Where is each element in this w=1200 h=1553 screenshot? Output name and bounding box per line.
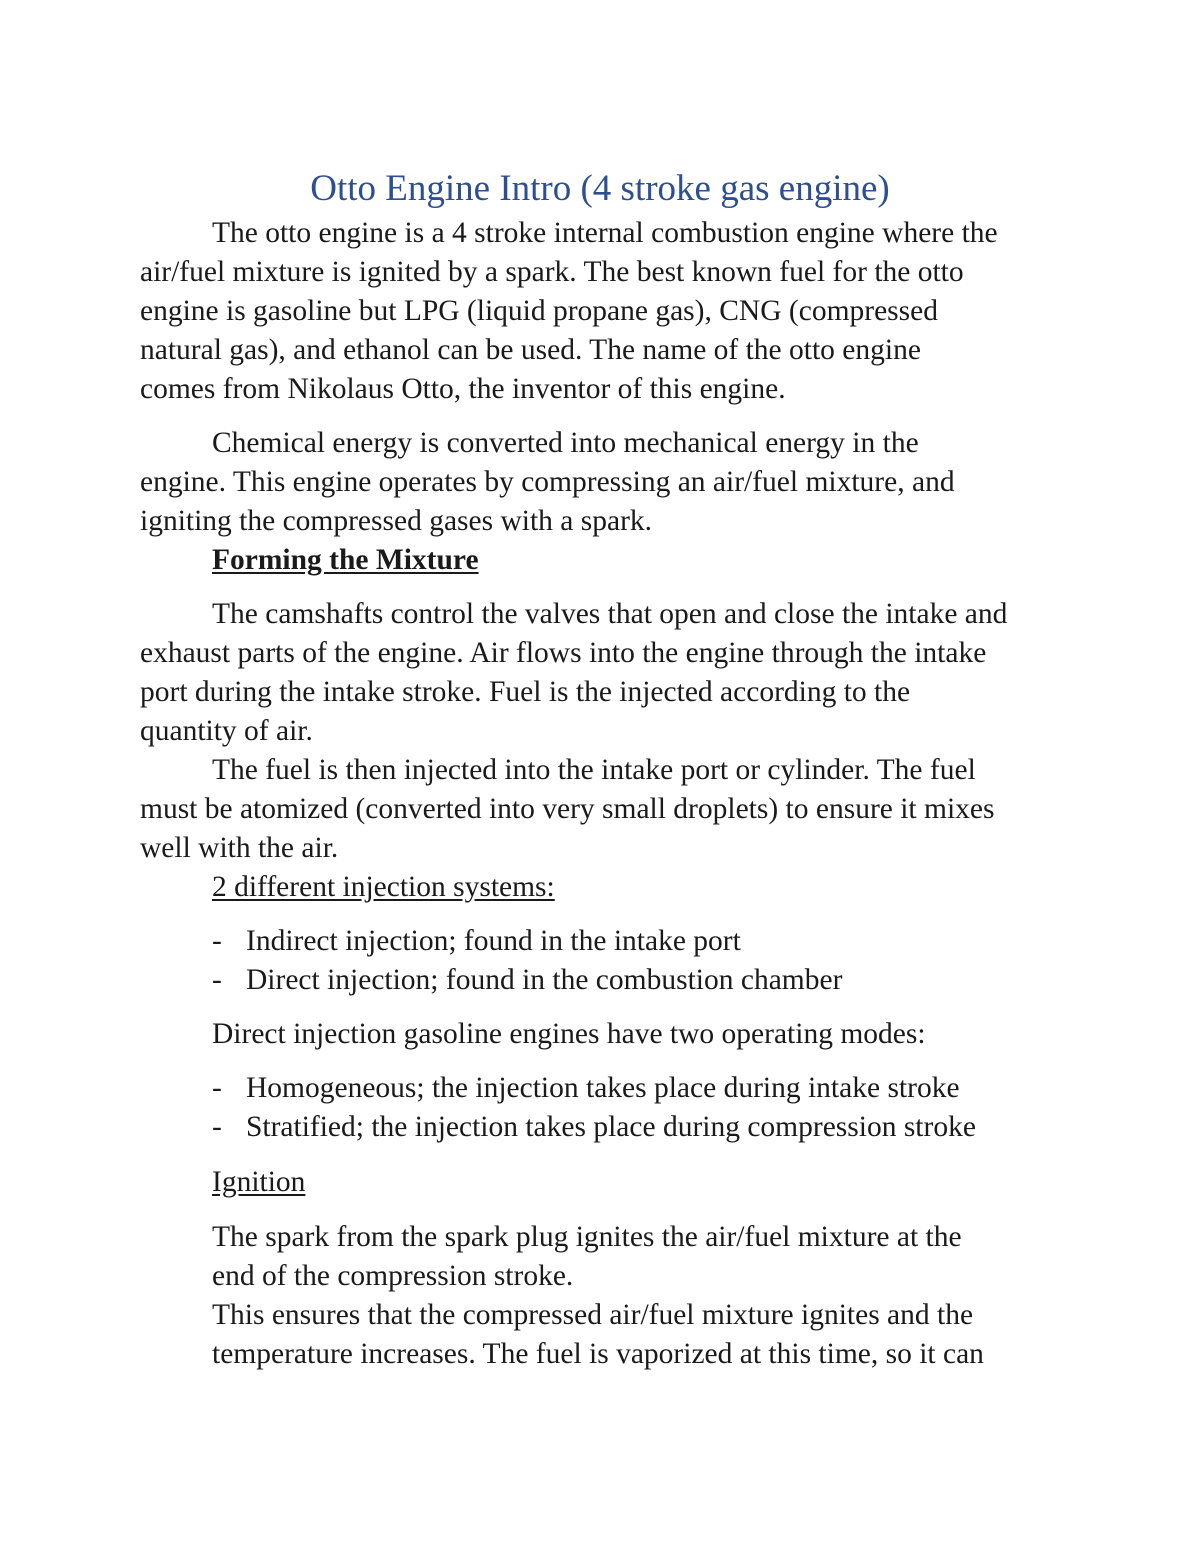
fuel-line-2: must be atomized (converted into very small droplets) to ensure it mixes (140, 793, 995, 825)
bullet-dash: - (212, 1111, 222, 1143)
list-item-text: Direct injection; found in the combustion chamber (246, 964, 843, 996)
intro-line-5: comes from Nikolaus Otto, the inventor of this engine. (140, 373, 786, 405)
camshaft-line-4: quantity of air. (140, 715, 313, 747)
energy-line-3: igniting the compressed gases with a spark. (140, 505, 653, 537)
document-title: Otto Engine Intro (4 stroke gas engine) (310, 168, 890, 209)
bullet-dash: - (212, 964, 222, 996)
camshaft-line-3: port during the intake stroke. Fuel is the injected according to the (140, 676, 911, 708)
camshaft-line-1: The camshafts control the valves that open and close the intake and (212, 598, 1008, 630)
list-item-text: Indirect injection; found in the intake port (246, 925, 741, 957)
list-item-text: Homogeneous; the injection takes place during intake stroke (246, 1072, 960, 1104)
intro-line-2: air/fuel mixture is ignited by a spark. The best known fuel for the otto (140, 256, 964, 288)
section-heading-ignition: Ignition (212, 1166, 306, 1198)
camshaft-line-2: exhaust parts of the engine. Air flows into the engine through the intake (140, 637, 987, 669)
energy-line-2: engine. This engine operates by compressing an air/fuel mixture, and (140, 466, 955, 498)
ignition-line-2: end of the compression stroke. (212, 1260, 574, 1292)
ignition-line-4: temperature increases. The fuel is vaporized at this time, so it can (212, 1338, 984, 1370)
energy-line-1: Chemical energy is converted into mechanical energy in the (212, 427, 919, 459)
list-item-text: Stratified; the injection takes place during compression stroke (246, 1111, 976, 1143)
fuel-line-1: The fuel is then injected into the intake port or cylinder. The fuel (212, 754, 976, 786)
fuel-line-3: well with the air. (140, 832, 339, 864)
intro-line-4: natural gas), and ethanol can be used. The name of the otto engine (140, 334, 921, 366)
section-heading-mixture: Forming the Mixture (212, 544, 479, 576)
modes-intro: Direct injection gasoline engines have two operating modes: (212, 1018, 926, 1050)
bullet-dash: - (212, 925, 222, 957)
section-heading-injection: 2 different injection systems: (212, 871, 555, 903)
bullet-dash: - (212, 1072, 222, 1104)
ignition-line-1: The spark from the spark plug ignites the air/fuel mixture at the (212, 1221, 962, 1253)
ignition-line-3: This ensures that the compressed air/fuel mixture ignites and the (212, 1299, 974, 1331)
intro-line-1: The otto engine is a 4 stroke internal combustion engine where the (212, 217, 998, 249)
intro-line-3: engine is gasoline but LPG (liquid propane gas), CNG (compressed (140, 295, 938, 327)
